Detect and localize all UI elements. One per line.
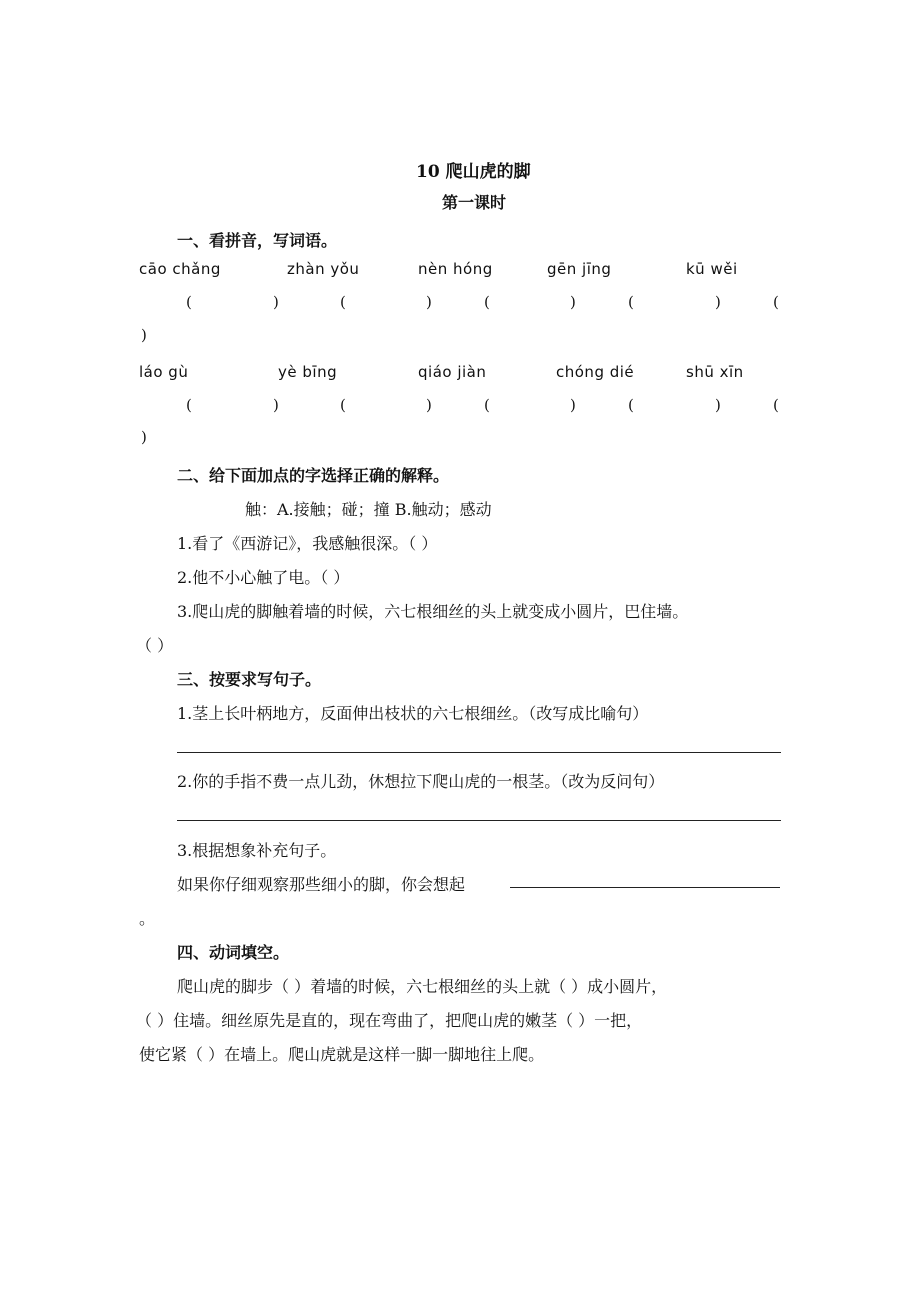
question-3-3: 3.根据想象补充句子。 bbox=[177, 841, 337, 860]
section4-heading: 四、动词填空。 bbox=[177, 943, 290, 962]
section1-heading: 一、看拼音，写词语。 bbox=[177, 231, 338, 250]
question-2-2: 2.他不小心触了电。（ ） bbox=[177, 568, 350, 587]
answer-blank-close[interactable]: ) bbox=[570, 293, 576, 311]
pinyin-item: kū wěi bbox=[686, 260, 738, 278]
question-2-3: 3.爬山虎的脚触着墙的时候，六七根细丝的头上就变成小圆片，巴住墙。 bbox=[177, 602, 689, 621]
pinyin-item: láo gù bbox=[139, 363, 189, 381]
pinyin-item: zhàn yǒu bbox=[287, 260, 360, 278]
pinyin-item: shū xīn bbox=[686, 363, 744, 381]
answer-line[interactable] bbox=[177, 752, 781, 753]
question-3-2: 2.你的手指不费一点儿劲，休想拉下爬山虎的一根茎。（改为反问句） bbox=[177, 772, 665, 791]
fill-verbs-line-2: （ ）住墙。细丝原先是直的，现在弯曲了，把爬山虎的嫩茎（ ）一把， bbox=[136, 1011, 643, 1030]
page-title: 10 爬山虎的脚 bbox=[416, 162, 531, 182]
section3-heading: 三、按要求写句子。 bbox=[177, 670, 322, 689]
answer-blank-close[interactable]: ) bbox=[715, 293, 721, 311]
answer-blank-close[interactable]: ) bbox=[715, 396, 721, 414]
question-2-3-blank[interactable]: （ ） bbox=[136, 636, 174, 655]
answer-line[interactable] bbox=[177, 820, 781, 821]
lesson-subtitle: 第一课时 bbox=[442, 193, 507, 212]
answer-blank-open[interactable]: ( bbox=[484, 396, 490, 414]
definition-options: 触：A.接触；碰；撞 B.触动；感动 bbox=[245, 500, 492, 519]
answer-blank-close[interactable]: ) bbox=[273, 396, 279, 414]
pinyin-item: chóng dié bbox=[556, 363, 635, 381]
answer-blank-open[interactable]: ( bbox=[628, 396, 634, 414]
answer-blank-open[interactable]: ( bbox=[186, 293, 192, 311]
pinyin-item: yè bīng bbox=[278, 363, 338, 381]
pinyin-item: nèn hóng bbox=[418, 260, 493, 278]
answer-blank-close[interactable]: ) bbox=[141, 428, 147, 446]
section2-heading: 二、给下面加点的字选择正确的解释。 bbox=[177, 466, 450, 485]
answer-blank-close[interactable]: ) bbox=[570, 396, 576, 414]
answer-blank-open[interactable]: ( bbox=[186, 396, 192, 414]
pinyin-item: cāo chǎng bbox=[139, 260, 221, 278]
answer-blank-open[interactable]: ( bbox=[484, 293, 490, 311]
answer-blank-close[interactable]: ) bbox=[141, 326, 147, 344]
fill-verbs-line-3: 使它紧（ ）在墙上。爬山虎就是这样一脚一脚地往上爬。 bbox=[139, 1045, 545, 1064]
question-3-3-prompt: 如果你仔细观察那些细小的脚，你会想起 bbox=[177, 875, 466, 894]
answer-blank-open[interactable]: ( bbox=[773, 293, 779, 311]
fill-verbs-line-1: 爬山虎的脚步（ ）着墙的时候，六七根细丝的头上就（ ）成小圆片， bbox=[177, 977, 668, 996]
answer-blank-close[interactable]: ) bbox=[426, 293, 432, 311]
pinyin-item: qiáo jiàn bbox=[418, 363, 487, 381]
answer-line[interactable] bbox=[510, 887, 780, 888]
sentence-end-mark: 。 bbox=[139, 909, 156, 928]
answer-blank-close[interactable]: ) bbox=[273, 293, 279, 311]
answer-blank-open[interactable]: ( bbox=[340, 396, 346, 414]
answer-blank-open[interactable]: ( bbox=[340, 293, 346, 311]
answer-blank-close[interactable]: ) bbox=[426, 396, 432, 414]
question-3-1: 1.茎上长叶柄地方，反面伸出枝状的六七根细丝。（改写成比喻句） bbox=[177, 704, 649, 723]
question-2-1: 1.看了《西游记》，我感触很深。（ ） bbox=[177, 534, 438, 553]
pinyin-item: gēn jīng bbox=[547, 260, 612, 278]
answer-blank-open[interactable]: ( bbox=[773, 396, 779, 414]
answer-blank-open[interactable]: ( bbox=[628, 293, 634, 311]
